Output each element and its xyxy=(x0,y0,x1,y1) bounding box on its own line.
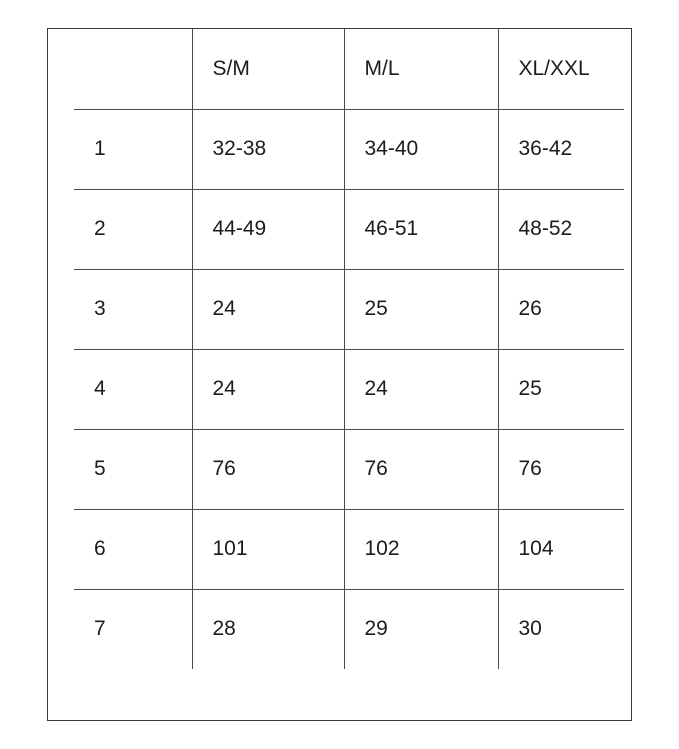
cell-row4-xlxxl: 25 xyxy=(498,349,624,429)
table-row xyxy=(74,589,624,669)
row-label-5: 5 xyxy=(74,429,192,509)
table-row xyxy=(74,189,624,269)
cell-row5-xlxxl: 76 xyxy=(498,429,624,509)
cell-row2-sm: 44-49 xyxy=(192,189,344,269)
cell-row6-sm: 101 xyxy=(192,509,344,589)
table-body xyxy=(74,109,624,669)
cell-row4-sm: 24 xyxy=(192,349,344,429)
cell-row6-ml: 102 xyxy=(344,509,498,589)
cell-row5-sm: 76 xyxy=(192,429,344,509)
column-header-sm: S/M xyxy=(192,29,344,109)
cell-row7-xlxxl: 30 xyxy=(498,589,624,669)
row-label-2: 2 xyxy=(74,189,192,269)
column-header-blank xyxy=(74,29,192,109)
row-label-7: 7 xyxy=(94,617,106,641)
cell-row5-ml: 76 xyxy=(344,429,498,509)
column-header-xlxxl: XL/XXL xyxy=(498,29,624,109)
table-row xyxy=(74,429,624,509)
cell-row4-ml: 24 xyxy=(344,349,498,429)
row-label-1: 1 xyxy=(74,109,192,189)
cell-row3-ml: 25 xyxy=(344,269,498,349)
cell-row2-ml: 46-51 xyxy=(344,189,498,269)
cell-row1-ml: 34-40 xyxy=(344,109,498,189)
cell-row3-xlxxl: 26 xyxy=(498,269,624,349)
cell-row7-sm: 28 xyxy=(192,589,344,669)
table-row xyxy=(74,509,624,589)
table-row xyxy=(74,269,624,349)
table-header xyxy=(74,29,624,109)
row-label-3: 3 xyxy=(74,269,192,349)
table-header-row xyxy=(74,29,624,109)
cell-row2-xlxxl: 48-52 xyxy=(498,189,624,269)
cell-row3-sm: 24 xyxy=(192,269,344,349)
column-header-ml: M/L xyxy=(344,29,498,109)
cell-row1-xlxxl: 36-42 xyxy=(498,109,624,189)
table-row xyxy=(74,109,624,189)
row-label-6: 6 xyxy=(74,509,192,589)
size-table xyxy=(74,29,624,669)
cell-row6-xlxxl: 104 xyxy=(498,509,624,589)
table-row xyxy=(74,349,624,429)
row-label-4: 4 xyxy=(74,349,192,429)
size-table-frame xyxy=(47,28,632,721)
cell-row1-sm: 32-38 xyxy=(192,109,344,189)
cell-row7-ml: 29 xyxy=(344,589,498,669)
